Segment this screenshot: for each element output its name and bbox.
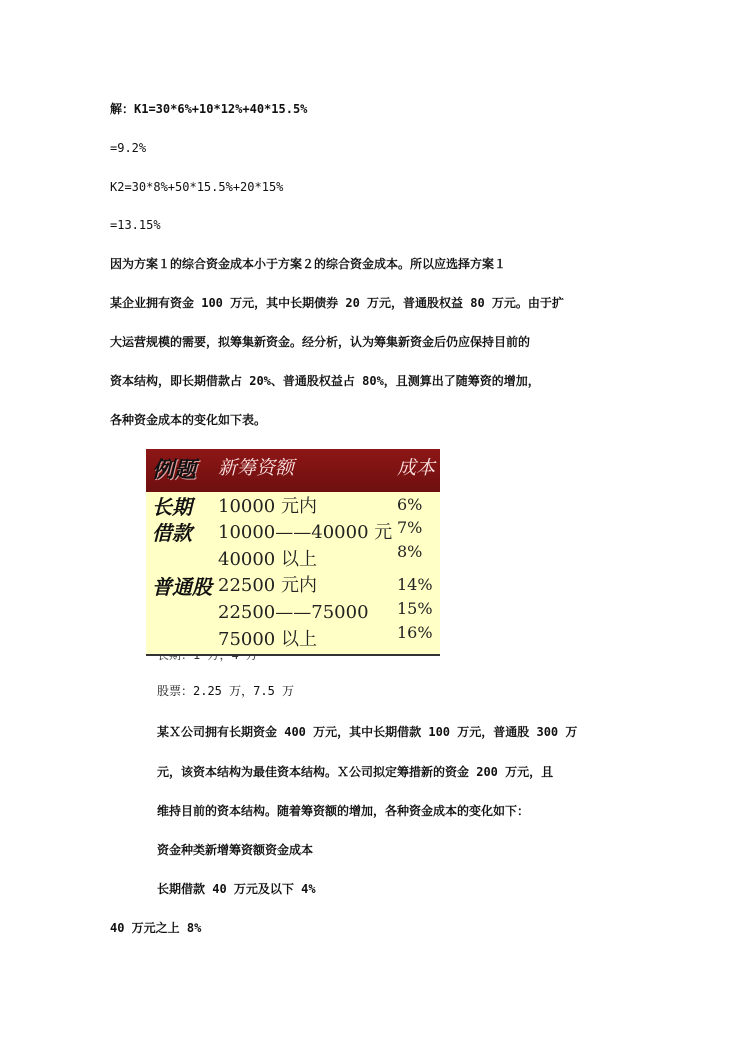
company-x-paragraph-line-3: 维持目前的资本结构。随着筹资额的增加，各种资金成本的变化如下：: [157, 804, 530, 818]
conclusion-line: 因为方案１的综合资金成本小于方案２的综合资金成本。所以应选择方案１: [110, 257, 507, 271]
k1-result-line: =9.2%: [110, 141, 147, 155]
problem-paragraph-line-2: 大运营规模的需要，拟筹集新资金。经分析，认为筹集新资金后仍应保持目前的: [110, 335, 531, 349]
category-long-term-1: 长期: [152, 495, 192, 519]
long-term-loan-bullet: 长期借款 40 万元及以下 4%: [157, 882, 316, 896]
problem-paragraph-line-4: 各种资金成本的变化如下表。: [110, 413, 267, 427]
rate-cell: 7%: [397, 518, 423, 537]
category-common-stock: 普通股: [152, 575, 212, 599]
amount-cell: 10000——40000 元: [218, 522, 393, 543]
amount-cell: 10000 元内: [218, 496, 317, 517]
problem-paragraph-line-3: 资本结构，即长期借款占 20%、普通股权益占 80%，且测算出了随筹资的增加，: [110, 374, 540, 388]
column-header-cost: 成本: [397, 457, 436, 479]
k2-result-line: =13.15%: [110, 218, 161, 232]
amount-cell: 75000 以上: [218, 629, 317, 650]
column-header-amount: 新筹资额: [218, 457, 295, 479]
rate-cell: 6%: [397, 495, 423, 514]
company-x-paragraph-line-2: 元，该资本结构为最佳资本结构。Ｘ公司拟定筹措新的资金 200 万元，且: [157, 765, 554, 779]
rate-cell: 14%: [397, 575, 433, 594]
rate-cell: 8%: [397, 542, 423, 561]
amount-cell: 40000 以上: [218, 549, 317, 570]
example-table-slide: [146, 449, 440, 656]
stock-bullet-text: 股票：2.25 万，7.5 万: [157, 684, 295, 698]
rate-cell: 16%: [397, 623, 433, 642]
table-header-bullet: 资金种类新增筹资额资金成本: [157, 843, 314, 857]
k2-formula-line: K2=30*8%+50*15.5%+20*15%: [110, 180, 284, 194]
solution-k1-line: 解：K1=30*6%+10*12%+40*15.5%: [110, 102, 308, 116]
company-x-paragraph-line-1: 某Ｘ公司拥有长期资金 400 万元，其中长期借款 100 万元，普通股 300 万: [157, 725, 578, 739]
amount-cell: 22500——75000: [218, 602, 369, 623]
slide-header-bar: [146, 449, 440, 492]
category-long-term-2: 借款: [152, 521, 192, 545]
amount-cell: 22500 元内: [218, 575, 317, 596]
problem-paragraph-line-1: 某企业拥有资金 100 万元，其中长期债券 20 万元，普通股权益 80 万元。由于扩: [110, 296, 564, 310]
slide-title: 例题: [152, 458, 197, 483]
rate-cell: 15%: [397, 599, 433, 618]
over-40-line: 40 万元之上 8%: [110, 921, 202, 935]
